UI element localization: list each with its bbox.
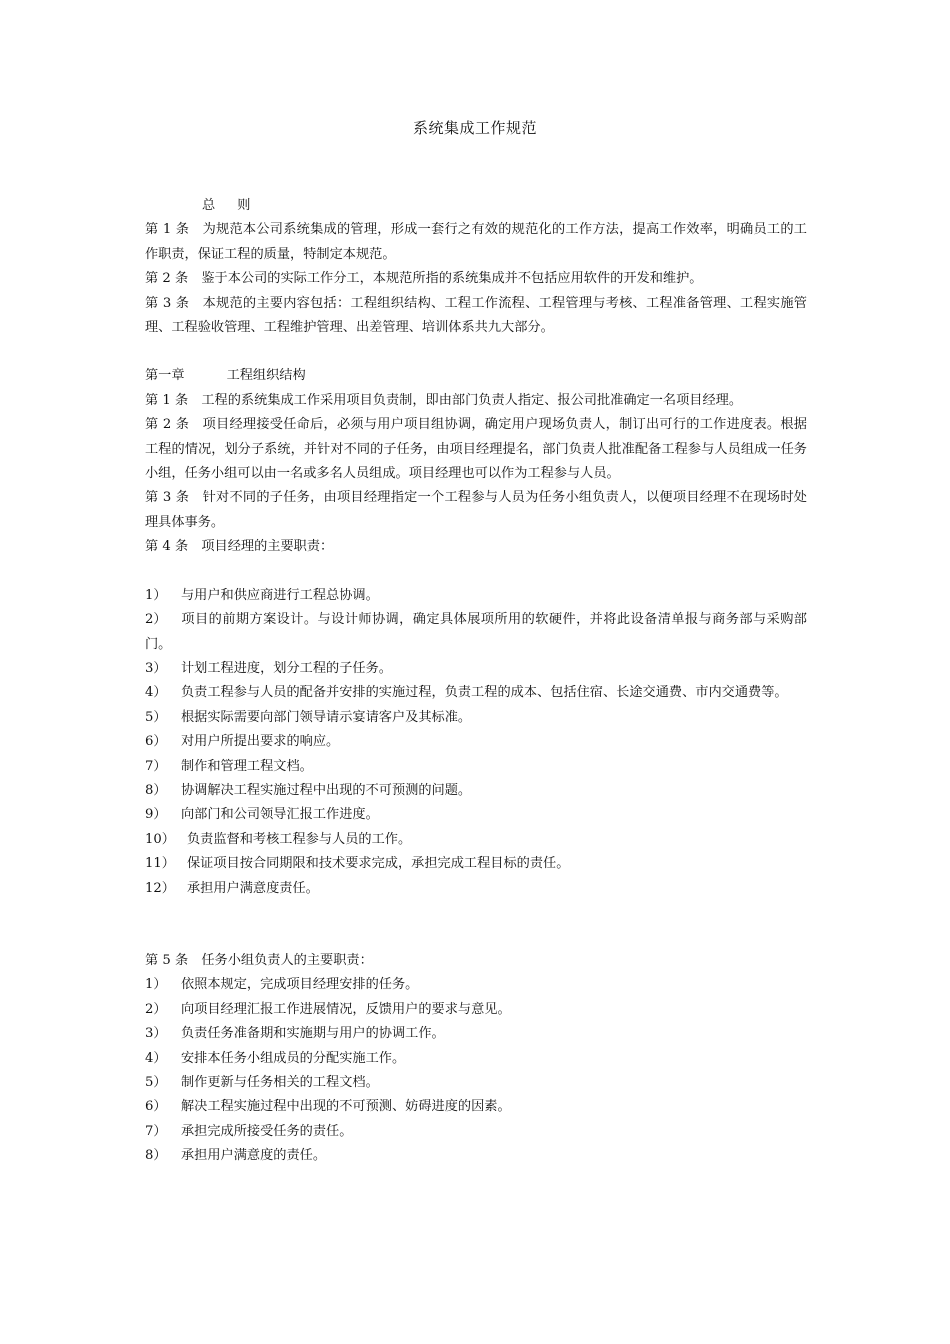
general-article-2: 第 2 条 鉴于本公司的实际工作分工，本规范所指的系统集成并不包括应用软件的开发和维护。 [145,271,703,287]
list-item [145,755,807,779]
list-item-text: 根据实际需要向部门领导请示宴请客户及其标准。 [181,709,472,725]
list-item-number: 9） [145,807,167,823]
list-item-number: 5） [145,1075,167,1090]
list-item-number: 6） [145,1099,167,1115]
leader-duties-list [145,973,807,1168]
general-heading-b: 则 [237,198,251,213]
general-article-1: 第 1 条 为规范本公司系统集成的管理，形成一套行之有效的规范化的工作方法，提高工作效率，明确员工的工作职责，保证工程的质量，特制定本规范。 [145,222,807,262]
list-item-text: 向部门和公司领导汇报工作进度。 [181,807,379,823]
chapter-1-name: 工程组织结构 [226,368,306,384]
list-item [145,852,807,876]
list-item [145,584,807,608]
list-item-text: 负责工程参与人员的配备并安排的实施过程，负责工程的成本、包括住宿、长途交通费、市内交通费等。 [181,685,788,701]
list-item-number: 2） [145,1001,167,1017]
general-heading [145,194,807,218]
list-item-text: 制作和管理工程文档。 [181,758,313,774]
chapter-1-heading [145,364,807,388]
list-item-text: 承担用户满意度的责任。 [181,1148,327,1164]
list-item [145,608,807,657]
spacer [145,560,807,584]
chapter-1-label: 第一章 [145,368,185,384]
list-item [145,998,807,1022]
general-heading-a: 总 [202,198,216,213]
list-item-text: 项目的前期方案设计。与设计师协调，确定具体展项所用的软硬件，并将此设备清单报与商务部与采购部门。 [145,612,807,652]
list-item-text: 计划工程进度，划分工程的子任务。 [181,660,392,676]
list-item [145,877,807,901]
chapter-1-article-5: 第 5 条 任务小组负责人的主要职责： [145,952,373,968]
list-item-number: 4） [145,685,167,701]
list-item-text: 安排本任务小组成员的分配实施工作。 [181,1050,406,1066]
list-item-text: 制作更新与任务相关的工程文档。 [181,1075,379,1090]
list-item [145,1022,807,1046]
list-item-text: 承担用户满意度责任。 [187,880,319,896]
list-item-text: 依照本规定，完成项目经理安排的任务。 [181,977,419,993]
list-item-number: 3） [145,660,167,676]
list-item [145,1047,807,1071]
list-item [145,779,807,803]
list-item-text: 协调解决工程实施过程中出现的不可预测的问题。 [181,782,472,798]
list-item-number: 2） [145,612,167,628]
list-item-number: 8） [145,1148,167,1164]
list-item-number: 7） [145,758,167,774]
list-item-number: 11） [145,856,175,872]
list-item-text: 对用户所提出要求的响应。 [181,734,340,750]
list-item [145,1120,807,1144]
list-item-number: 4） [145,1050,167,1066]
list-item-text: 保证项目按合同期限和技术要求完成，承担完成工程目标的责任。 [187,856,570,872]
list-item-number: 12） [145,880,175,896]
list-item-text: 解决工程实施过程中出现的不可预测、妨碍进度的因素。 [181,1099,511,1115]
document-body [145,194,807,1169]
list-item-text: 向项目经理汇报工作进展情况，反馈用户的要求与意见。 [181,1001,511,1017]
general-article-3: 第 3 条 本规范的主要内容包括：工程组织结构、工程工作流程、工程管理与考核、工程准备管理、工程实施管理、工程验收管理、工程维护管理、出差管理、培训体系共九大部分。 [145,295,807,336]
list-item-text: 负责监督和考核工程参与人员的工作。 [187,831,412,847]
list-item-number: 5） [145,709,167,725]
list-item [145,657,807,681]
chapter-1-article-4: 第 4 条 项目经理的主要职责： [145,539,334,555]
list-item-number: 6） [145,734,167,750]
list-item-number: 7） [145,1123,167,1139]
list-item [145,681,807,705]
chapter-1-article-1: 第 1 条 工程的系统集成工作采用项目负责制，即由部门负责人指定、报公司批准确定一名项目经理。 [145,392,743,408]
list-item-text: 与用户和供应商进行工程总协调。 [181,587,379,603]
list-item [145,1071,807,1095]
list-item-number: 1） [145,977,167,993]
document-title: 系统集成工作规范 [412,119,537,137]
chapter-1-article-3: 第 3 条 针对不同的子任务，由项目经理指定一个工程参与人员为任务小组负责人，以便项目经理不在现场时处理具体事务。 [145,490,807,530]
list-item [145,828,807,852]
list-item [145,973,807,997]
list-item-text: 负责任务准备期和实施期与用户的协调工作。 [181,1026,445,1042]
list-item [145,730,807,754]
spacer [145,340,807,364]
list-item-number: 3） [145,1026,167,1042]
list-item-number: 10） [145,831,175,847]
manager-duties-list [145,584,807,901]
list-item-text: 承担完成所接受任务的责任。 [181,1123,353,1139]
list-item [145,706,807,730]
chapter-1-article-2: 第 2 条 项目经理接受任命后，必须与用户项目组协调，确定用户现场负责人，制订出可行的工作进度表。根据工程的情况，划分子系统，并针对不同的子任务，由项目经理提名，部门负责人批准配备工程参与人员组成一任务小组，任务小组可以由一名或多名人员组成。项目经理也可以作为工程参与人员。 [145,417,807,482]
list-item [145,1144,807,1168]
list-item-number: 1） [145,587,167,603]
list-item-number: 8） [145,782,167,798]
spacer [145,901,807,949]
list-item [145,803,807,827]
list-item [145,1095,807,1119]
